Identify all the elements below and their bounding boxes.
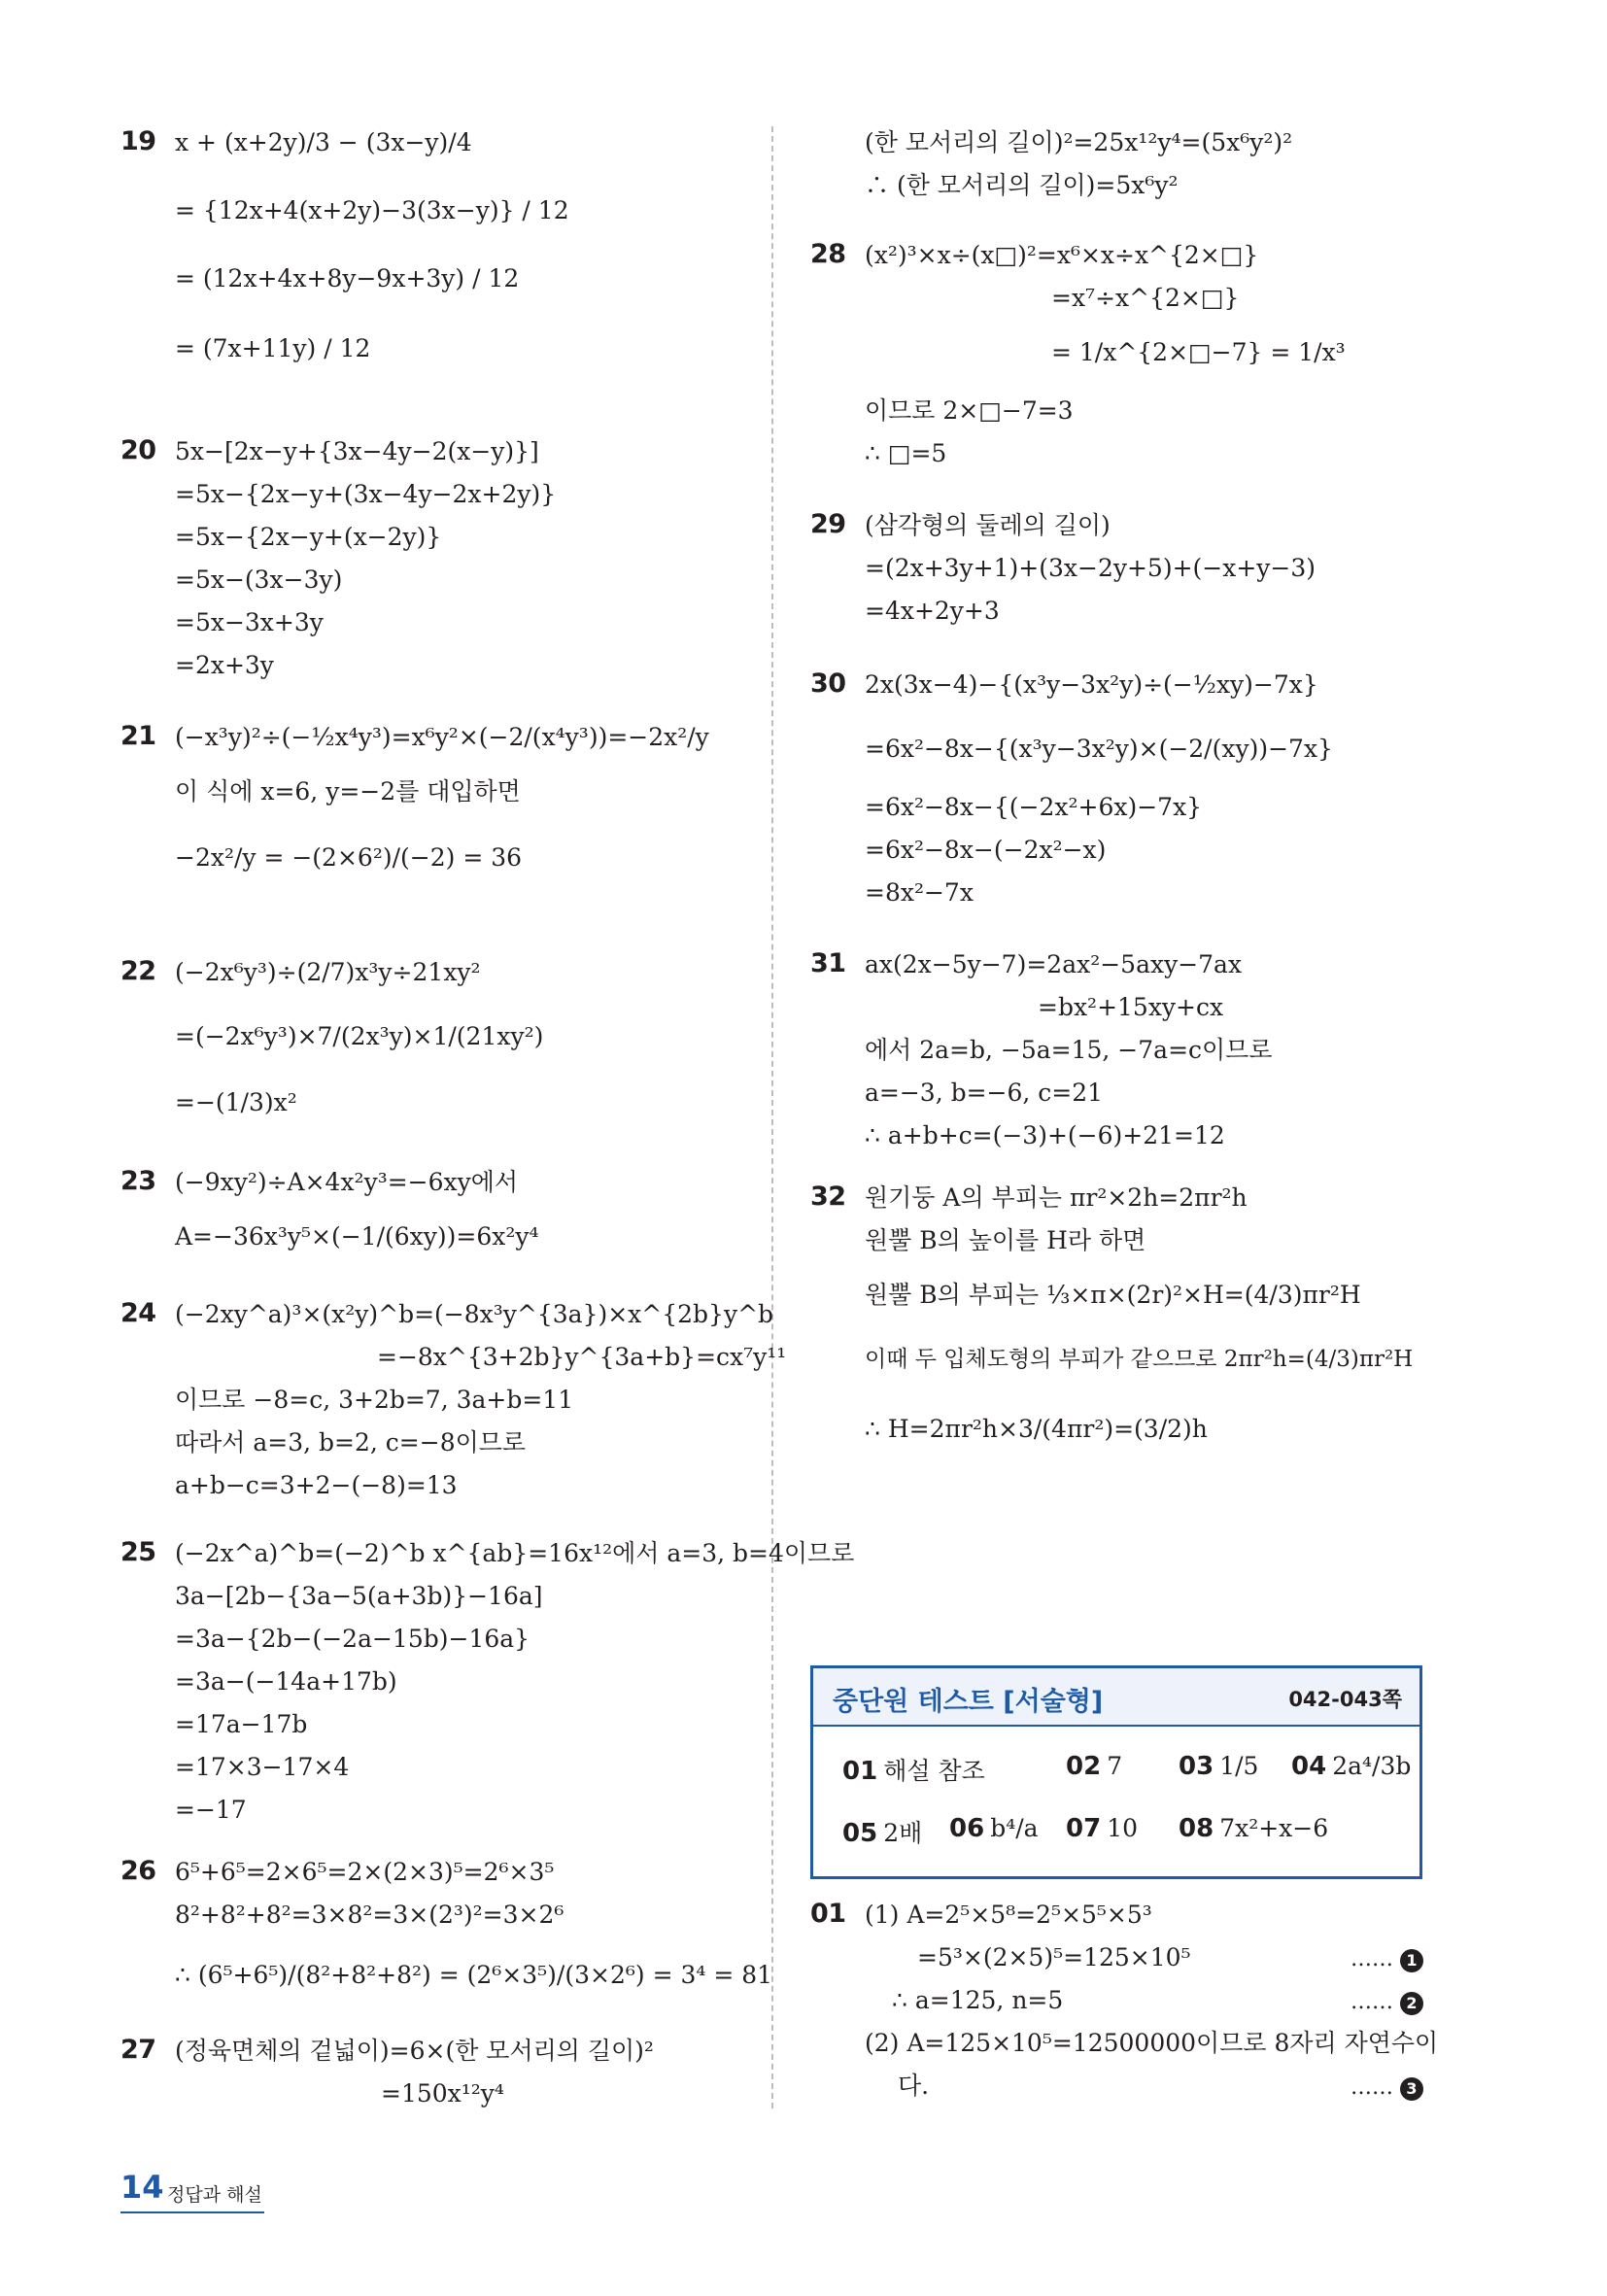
step: =bx²+15xy+cx [1038,993,1224,1021]
score-mark-2: …… 2 [1351,1990,1423,2015]
step: (한 모서리의 길이)²=25x¹²y⁴=(5x⁶y²)² [865,128,1293,156]
step: =5x−3x+3y [175,608,324,636]
step: =x⁷÷x^{2×□} [1051,284,1240,312]
page-number: 14 [120,2169,164,2206]
problem-number: 01 [810,1899,846,1929]
answer-item: 05 2배 [842,1819,923,1848]
problem-number: 27 [120,2035,156,2065]
score-mark-1: …… 1 [1351,1947,1423,1972]
unit-test-answer-box [810,1665,1422,1879]
step: =5x−{2x−y+(x−2y)} [175,523,442,551]
step: =4x+2y+3 [865,597,1000,625]
footer-rule [120,2211,264,2213]
step: 이므로 −8=c, 3+2b=7, 3a+b=11 [175,1386,574,1414]
step: 원뿔 B의 부피는 ⅓×π×(2r)²×H=(4/3)πr²H [865,1281,1361,1309]
step: (정육면체의 겉넓이)=6×(한 모서리의 길이)² [175,2037,654,2065]
step: = (12x+4x+8y−9x+3y) / 12 [175,264,520,292]
step: 원기둥 A의 부피는 πr²×2h=2πr²h [865,1183,1248,1212]
answer-item: 02 7 [1066,1752,1123,1781]
problem-number: 28 [810,239,846,269]
footer-label: 정답과 해설 [167,2184,262,2206]
step: =5x−{2x−y+(3x−4y−2x+2y)} [175,480,557,508]
step: 8²+8²+8²=3×8²=3×(2³)²=3×2⁶ [175,1901,564,1929]
problem-number: 29 [810,509,846,539]
step: 3a−[2b−{3a−5(a+3b)}−16a] [175,1582,543,1610]
step: =(2x+3y+1)+(3x−2y+5)+(−x+y−3) [865,554,1316,582]
step: ∴ a+b+c=(−3)+(−6)+21=12 [865,1121,1225,1149]
step: =(−2x⁶y³)×7/(2x³y)×1/(21xy²) [175,1022,544,1050]
step: a+b−c=3+2−(−8)=13 [175,1471,458,1499]
problem-number: 19 [120,126,156,156]
column-divider [771,126,773,2108]
step: (x²)³×x÷(x□)²=x⁶×x÷x^{2×□} [865,241,1259,269]
step: ∴ (6⁵+6⁵)/(8²+8²+8²) = (2⁶×3⁵)/(3×2⁶) = 3⁴ = 81 [175,1961,773,1989]
step: =3a−{2b−(−2a−15b)−16a} [175,1625,530,1653]
step: =6x²−8x−{(x³y−3x²y)×(−2/(xy))−7x} [865,735,1333,763]
step: =5³×(2×5)⁵=125×10⁵ [917,1943,1191,1971]
step: = 1/x^{2×□−7} = 1/x³ [1051,338,1346,366]
step: (−2x⁶y³)÷(2/7)x³y÷21xy² [175,958,481,986]
box-header [813,1668,1419,1727]
step: =2x+3y [175,651,274,679]
score-mark-3: …… 3 [1351,2075,1423,2101]
step: =−(1/3)x² [175,1088,297,1116]
circled-number-icon: 1 [1400,1949,1423,1972]
step: ∴ □=5 [865,439,947,467]
step: 이므로 2×□−7=3 [865,396,1074,425]
step: = {12x+4(x+2y)−3(3x−y)} / 12 [175,196,569,224]
step: =−8x^{3+2b}y^{3a+b}=cx⁷y¹¹ [377,1343,787,1371]
step: (−x³y)²÷(−½x⁴y³)=x⁶y²×(−2/(x⁴y³))=−2x²/y [175,723,709,751]
step: (2) A=125×10⁵=12500000이므로 8자리 자연수이 [865,2029,1439,2057]
problem-number: 31 [810,948,846,978]
step: =−17 [175,1796,247,1824]
step: 다. [898,2072,930,2100]
step: (1) A=2⁵×5⁸=2⁵×5⁵×5³ [865,1901,1152,1929]
circled-number-icon: 2 [1400,1992,1423,2015]
box-title: 중단원 테스트 [서술형] [833,1687,1104,1717]
problem-number: 25 [120,1537,156,1567]
step: A=−36x³y⁵×(−1/(6xy))=6x²y⁴ [175,1222,539,1251]
problem-number: 30 [810,668,846,699]
problem-number: 32 [810,1182,846,1212]
problem-number: 21 [120,721,156,751]
step: (−2xy^a)³×(x²y)^b=(−8x³y^{3a})×x^{2b}y^b [175,1300,774,1328]
step: =6x²−8x−{(−2x²+6x)−7x} [865,793,1203,821]
answer-item: 06 b⁴/a [949,1814,1039,1843]
step: 따라서 a=3, b=2, c=−8이므로 [175,1428,527,1456]
step: 에서 2a=b, −5a=15, −7a=c이므로 [865,1036,1273,1064]
step: (삼각형의 둘레의 길이) [865,511,1111,539]
box-page-range: 042-043쪽 [1288,1688,1402,1711]
step: 5x−[2x−y+{3x−4y−2(x−y)}] [175,437,539,465]
step: =150x¹²y⁴ [381,2079,504,2108]
step: 이때 두 입체도형의 부피가 같으므로 2πr²h=(4/3)πr²H [865,1347,1414,1372]
problem-number: 20 [120,435,156,465]
problem-number: 23 [120,1166,156,1196]
step: a=−3, b=−6, c=21 [865,1079,1104,1107]
step: =17a−17b [175,1710,308,1738]
step: =8x²−7x [865,878,974,907]
step: ∴ (한 모서리의 길이)=5x⁶y² [865,171,1179,199]
answer-item: 04 2a⁴/3b [1291,1752,1412,1781]
step: = (7x+11y) / 12 [175,334,371,362]
step: 원뿔 B의 높이를 H라 하면 [865,1226,1146,1254]
step: =3a−(−14a+17b) [175,1667,397,1696]
step: =5x−(3x−3y) [175,565,343,594]
answer-item: 07 10 [1066,1814,1138,1843]
step: ax(2x−5y−7)=2ax²−5axy−7ax [865,950,1243,978]
step: −2x²/y = −(2×6²)/(−2) = 36 [175,843,523,872]
problem-number: 22 [120,956,156,986]
step: x + (x+2y)/3 − (3x−y)/4 [175,128,472,156]
step: (−9xy²)÷A×4x²y³=−6xy에서 [175,1168,519,1196]
step: =6x²−8x−(−2x²−x) [865,836,1107,864]
step: 6⁵+6⁵=2×6⁵=2×(2×3)⁵=2⁶×3⁵ [175,1858,555,1886]
step: 2x(3x−4)−{(x³y−3x²y)÷(−½xy)−7x} [865,670,1318,699]
step: ∴ a=125, n=5 [892,1986,1064,2014]
step: 이 식에 x=6, y=−2를 대입하면 [175,777,521,805]
answer-item: 03 1/5 [1179,1752,1259,1781]
step: ∴ H=2πr²h×3/(4πr²)=(3/2)h [865,1415,1208,1443]
step: (−2x^a)^b=(−2)^b x^{ab}=16x¹²에서 a=3, b=4이므로 [175,1539,855,1567]
answer-item: 01 해설 참조 [842,1757,985,1786]
problem-number: 26 [120,1856,156,1886]
answer-item: 08 7x²+x−6 [1179,1814,1329,1843]
step: =17×3−17×4 [175,1753,350,1781]
circled-number-icon: 3 [1400,2077,1423,2101]
problem-number: 24 [120,1298,156,1328]
